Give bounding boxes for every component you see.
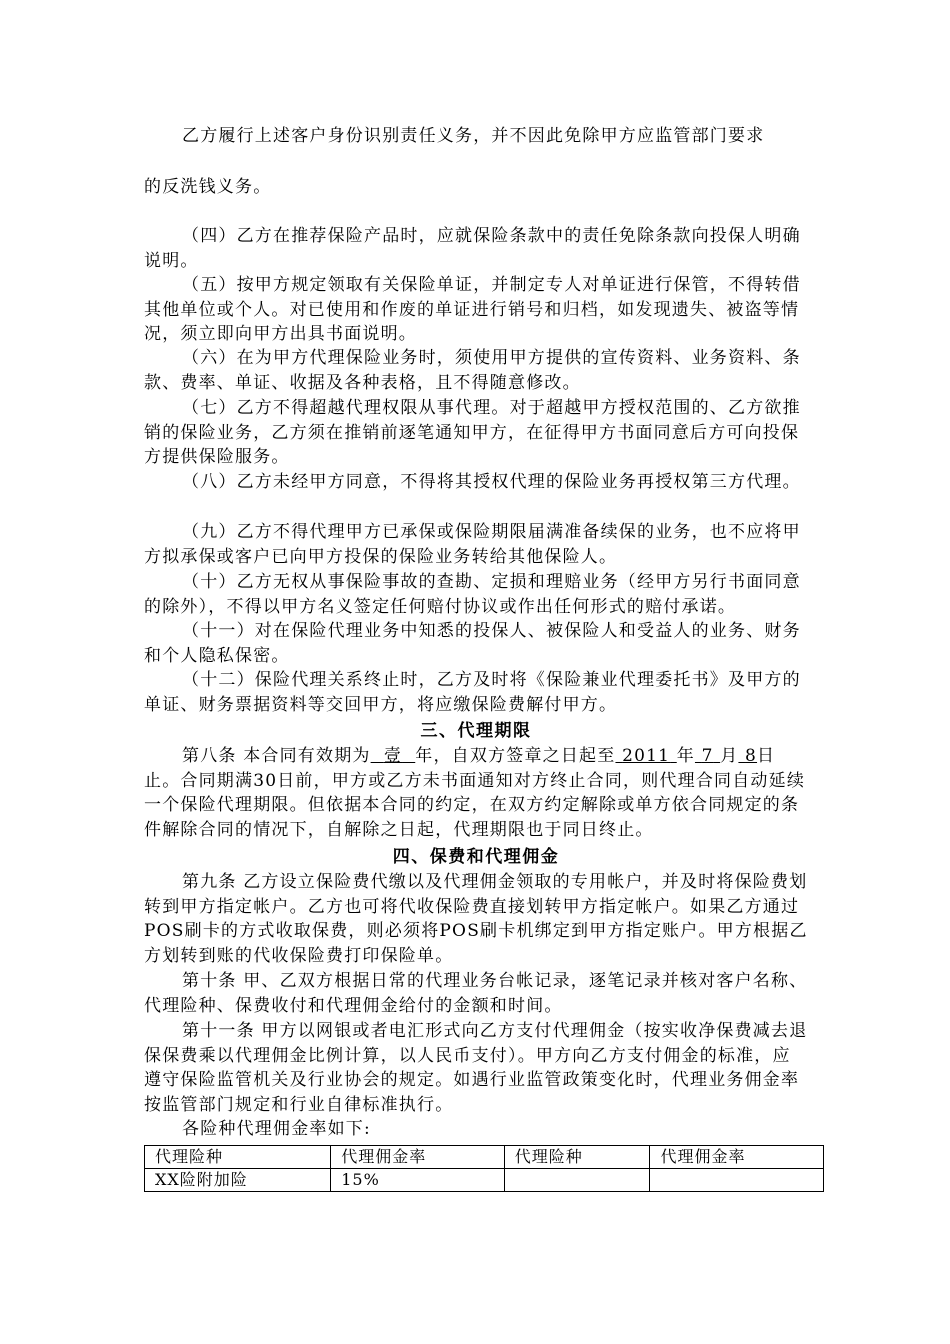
article-8-mid: 年，自双方签章之日起至	[415, 746, 616, 766]
table-intro: 各险种代理佣金率如下:	[182, 1119, 371, 1139]
clause-item-9: （九）乙方不得代理甲方已承保或保险期限届满准备续保的业务，也不应将甲方拟承保或客户已向甲方投保的保险业务转给其他保险人。	[144, 522, 801, 567]
commission-rate-table	[144, 1145, 824, 1192]
table-cell: XX险附加险	[145, 1169, 331, 1192]
table-cell: 15%	[331, 1169, 505, 1192]
section-heading-commission: 四、保费和代理佣金	[392, 847, 560, 867]
article-11: 第十一条 甲方以网银或者电汇形式向乙方支付代理佣金（按实收净保费减去退保保费乘以代理佣金比例计算，以人民币支付）。甲方向乙方支付佣金的标准，应遵守保险监管机关及行业协会的规定。如遇行业监管政策变化时，代理业务佣金率按监管部门规定和行业自律标准执行。	[144, 1021, 808, 1115]
clause-item-10: （十）乙方无权从事保险事故的查勘、定损和理赔业务（经甲方另行书面同意的除外），不得以甲方名义签定任何赔付协议或作出任何形式的赔付承诺。	[144, 572, 801, 617]
clause-item-4: （四）乙方在推荐保险产品时，应就保险条款中的责任免除条款向投保人明确说明。	[144, 226, 801, 271]
end-day-field: 8	[745, 746, 758, 766]
section-heading-term: 三、代理期限	[420, 721, 532, 741]
table-header-cell: 代理险种	[504, 1146, 650, 1169]
article-10: 第十条 甲、乙双方根据日常的代理业务台帐记录，逐笔记录并核对客户名称、代理险种、保费收付和代理佣金给付的金额和时间。	[144, 971, 808, 1016]
table-header-cell: 代理险种	[145, 1146, 331, 1169]
table-cell	[650, 1169, 824, 1192]
table-cell	[504, 1169, 650, 1192]
end-year-field: 2011	[622, 746, 671, 766]
clause-item-7: （七）乙方不得超越代理权限从事代理。对于超越甲方授权范围的、乙方欲推销的保险业务，乙方须在推销前逐笔通知甲方，在征得甲方书面同意后方可向投保方提供保险服务。	[144, 398, 801, 467]
end-month-field: 7	[701, 746, 714, 766]
table-header-cell: 代理佣金率	[331, 1146, 505, 1169]
clause-item-8: （八）乙方未经甲方同意，不得将其授权代理的保险业务再授权第三方代理。	[182, 472, 801, 492]
table-row	[145, 1169, 824, 1192]
paragraph-line: 乙方履行上述客户身份识别责任义务，并不因此免除甲方应监管部门要求	[182, 126, 765, 146]
month-char: 月	[720, 746, 739, 766]
clause-item-6: （六）在为甲方代理保险业务时，须使用甲方提供的宣传资料、业务资料、条款、费率、单证、收据及各种表格，且不得随意修改。	[144, 348, 801, 393]
paragraph-line: 的反洗钱义务。	[144, 177, 272, 197]
clause-item-11: （十一）对在保险代理业务中知悉的投保人、被保险人和受益人的业务、财务和个人隐私保密。	[144, 621, 801, 666]
clause-item-12: （十二）保险代理关系终止时，乙方及时将《保险兼业代理委托书》及甲方的单证、财务票据资料等交回甲方，将应缴保险费解付甲方。	[144, 670, 801, 715]
article-8	[144, 744, 808, 842]
article-8-rest: 日止。合同期满30日前，甲方或乙方未书面通知对方终止合同，则代理合同自动延续一个保险代理期限。但依据本合同的约定，在双方约定解除或单方依合同规定的条件解除合同的情况下，自解除之日起，代理期限也于同日终止。	[144, 746, 806, 840]
table-header-row	[145, 1146, 824, 1169]
year-char: 年	[676, 746, 695, 766]
table-header-cell: 代理佣金率	[650, 1146, 824, 1169]
article-8-prefix: 第八条 本合同有效期为	[182, 746, 371, 766]
clause-item-5: （五）按甲方规定领取有关保险单证，并制定专人对单证进行保管，不得转借其他单位或个人。对已使用和作废的单证进行销号和归档，如发现遗失、被盗等情况，须立即向甲方出具书面说明。	[144, 275, 801, 344]
article-9: 第九条 乙方设立保险费代缴以及代理佣金领取的专用帐户，并及时将保险费划转到甲方指定帐户。乙方也可将代收保险费直接划转甲方指定帐户。如果乙方通过POS刷卡的方式收取保费，则必须将POS刷卡机绑定到甲方指定账户。甲方根据乙方划转到账的代收保险费打印保险单。	[144, 872, 808, 966]
term-years-field: 壹	[383, 746, 403, 766]
